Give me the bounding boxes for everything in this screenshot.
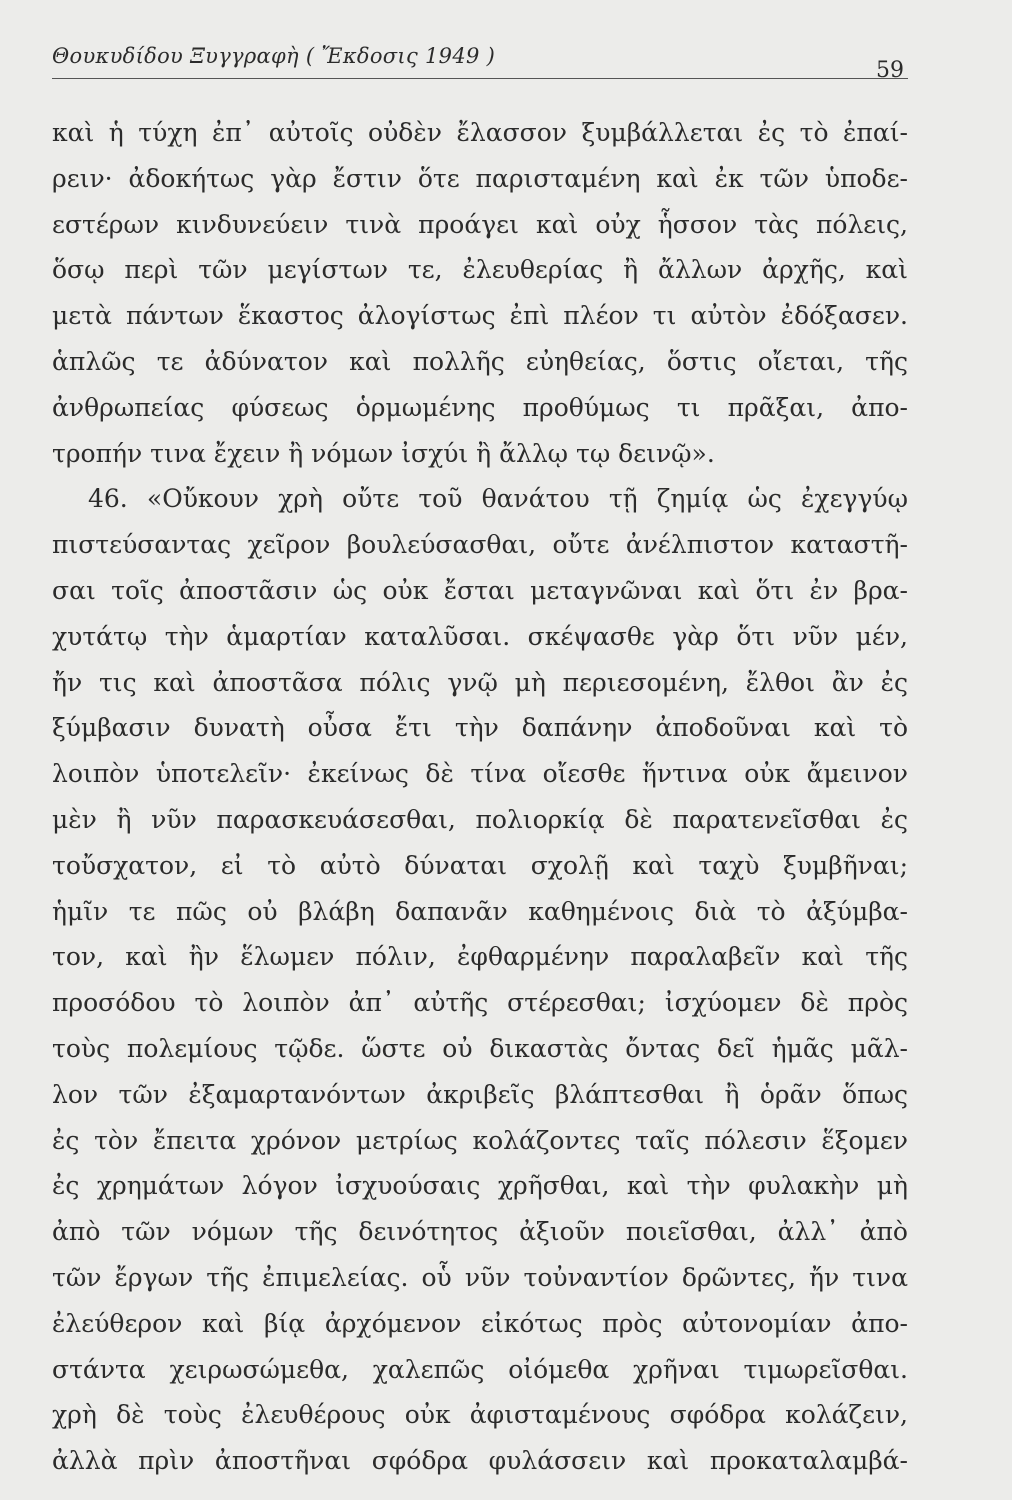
text-line: ξύμβασιν δυνατὴ οὖσα ἔτι τὴν δαπάνην ἀποδοῦναι καὶ τὸ (52, 713, 908, 743)
text-line: τῶν ἔργων τῆς ἐπιμελείας. οὗ νῦν τοὐναντίον δρῶντες, ἤν τινα (52, 1262, 908, 1292)
text-line: ἤν τις καὶ ἀποστᾶσα πόλις γνῷ μὴ περιεσομένη, ἔλθοι ἂν ἐς (52, 667, 908, 697)
running-title: Θουκυδίδου Ξυγγραφὴ ( Ἔκδοσις 1949 ) (52, 44, 496, 68)
text-line: ἀνθρωπείας φύσεως ὁρμωμένης προθύμως τι πρᾶξαι, ἀπο- (52, 392, 908, 422)
text-line: χυτάτῳ τὴν ἁμαρτίαν καταλῦσαι. σκέψασθε γὰρ ὅτι νῦν μέν, (52, 621, 908, 651)
text-line: μὲν ἢ νῦν παρασκευάσεσθαι, πολιορκίᾳ δὲ παρατενεῖσθαι ἐς (52, 804, 908, 834)
text-line: χρὴ δὲ τοὺς ἐλευθέρους οὐκ ἀφισταμένους σφόδρα κολάζειν, (52, 1400, 908, 1430)
text-line: ἐλεύθερον καὶ βίᾳ ἀρχόμενον εἰκότως πρὸς αὐτονομίαν ἀπο- (52, 1308, 908, 1338)
text-line: ἡμῖν τε πῶς οὐ βλάβη δαπανᾶν καθημένοις διὰ τὸ ἀξύμβα- (52, 896, 908, 926)
page-number: 59 (876, 58, 904, 83)
text-line: καὶ ἡ τύχη ἐπ᾽ αὐτοῖς οὐδὲν ἔλασσον ξυμβάλλεται ἐς τὸ ἐπαί- (52, 118, 908, 147)
text-line: εστέρων κινδυνεύειν τινὰ προάγει καὶ οὐχ ἧσσον τὰς πόλεις, (52, 209, 908, 239)
body-text (52, 110, 908, 1484)
text-line: πιστεύσαντας χεῖρον βουλεύσασθαι, οὔτε ἀνέλπιστον καταστῆ- (52, 530, 908, 560)
text-line: ἀλλὰ πρὶν ἀποστῆναι σφόδρα φυλάσσειν καὶ προκαταλαμβά- (52, 1446, 908, 1476)
text-line: ἐς τὸν ἔπειτα χρόνον μετρίως κολάζοντες ταῖς πόλεσιν ἕξομεν (52, 1125, 908, 1155)
text-line: προσόδου τὸ λοιπὸν ἀπ᾽ αὐτῆς στέρεσθαι; ἰσχύομεν δὲ πρὸς (52, 988, 908, 1018)
text-line: τον, καὶ ἢν ἕλωμεν πόλιν, ἐφθαρμένην παραλαβεῖν καὶ τῆς (52, 942, 908, 972)
paragraph-end-line: τροπήν τινα ἔχειν ἢ νόμων ἰσχύι ἢ ἄλλῳ τῳ δεινῷ». (52, 438, 715, 468)
section-start-line: 46. «Οὔκουν χρὴ οὔτε τοῦ θανάτου τῇ ζημίᾳ ὡς ἐχεγγύῳ (88, 484, 908, 514)
text-line: ἀπὸ τῶν νόμων τῆς δεινότητος ἀξιοῦν ποιεῖσθαι, ἀλλ᾽ ἀπὸ (52, 1217, 908, 1247)
text-line: σαι τοῖς ἀποστᾶσιν ὡς οὐκ ἔσται μεταγνῶναι καὶ ὅτι ἐν βρα- (52, 575, 908, 605)
text-line: τοὺς πολεμίους τῷδε. ὥστε οὐ δικαστὰς ὄντας δεῖ ἡμᾶς μᾶλ- (52, 1033, 908, 1063)
text-line: ρειν· ἀδοκήτως γὰρ ἔστιν ὅτε παρισταμένη καὶ ἐκ τῶν ὑποδε- (52, 163, 908, 193)
header-rule (52, 78, 908, 79)
text-line: μετὰ πάντων ἕκαστος ἀλογίστως ἐπὶ πλέον τι αὐτὸν ἐδόξασεν. (52, 301, 908, 331)
text-line: ἁπλῶς τε ἀδύνατον καὶ πολλῆς εὐηθείας, ὅστις οἴεται, τῆς (52, 346, 908, 376)
text-line: τοὔσχατον, εἰ τὸ αὐτὸ δύναται σχολῇ καὶ ταχὺ ξυμβῆναι; (52, 850, 908, 880)
text-line: ὅσῳ περὶ τῶν μεγίστων τε, ἐλευθερίας ἢ ἄλλων ἀρχῆς, καὶ (52, 255, 908, 285)
text-line: λον τῶν ἐξαμαρτανόντων ἀκριβεῖς βλάπτεσθαι ἢ ὁρᾶν ὅπως (52, 1079, 908, 1109)
text-line: ἐς χρημάτων λόγον ἰσχυούσαις χρῆσθαι, καὶ τὴν φυλακὴν μὴ (52, 1171, 908, 1201)
running-header (52, 38, 908, 82)
text-line: λοιπὸν ὑποτελεῖν· ἐκείνως δὲ τίνα οἴεσθε ἥντινα οὐκ ἄμεινον (52, 759, 908, 789)
text-line: στάντα χειρωσώμεθα, χαλεπῶς οἰόμεθα χρῆναι τιμωρεῖσθαι. (52, 1354, 908, 1384)
